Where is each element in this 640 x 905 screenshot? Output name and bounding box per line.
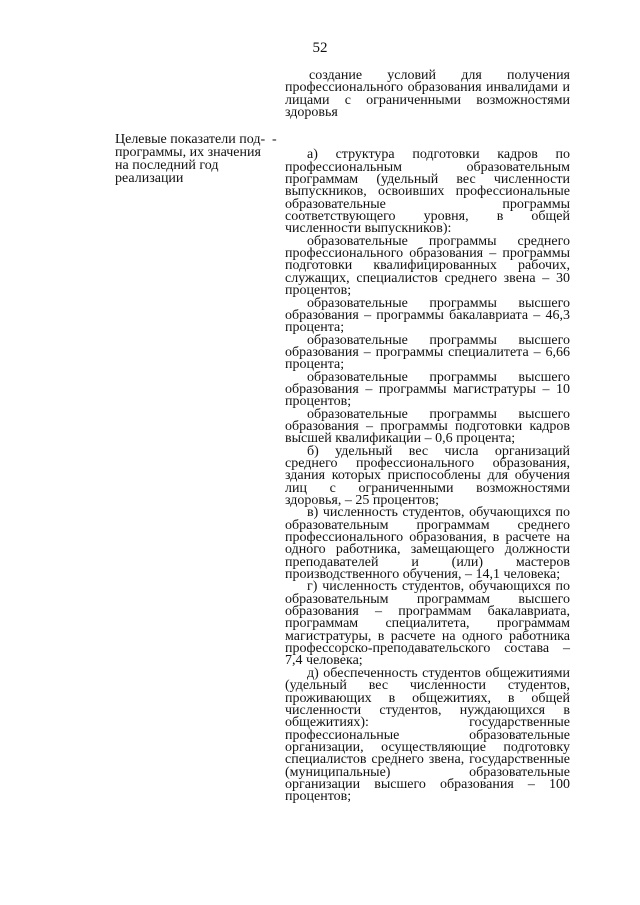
paragraph-goal: создание условий для получения профессионального образования инвалидами и лицами с ограниченными возможностями здоровья [285, 68, 570, 121]
indicators-text [285, 70, 570, 804]
paragraph-d: д) обеспеченность студентов общежитиями (удельный вес численности студентов, проживающих в общежитиях, в общей численности студентов, нуждающихся в общежитиях): государственные профессиональные образовательные организации, осуществляющие подготовку специалистов среднего звена, государственные (муниципальные) образовательные организации высшего образования – 100 процентов; [285, 665, 570, 805]
paragraph-b: б) удельный вес числа организаций среднего профессионального образования, здания которых приспособлены для обучения лиц с ограниченными возможностями здоровья, – 25 процентов; [285, 443, 570, 508]
target-indicators-label: Целевые показатели под-программы, их значения на последний год реализации [115, 132, 266, 186]
paragraph-specialist: образовательные программы высшего образования – программы специалитета – 6,66 процента; [285, 332, 570, 373]
paragraph-bachelor: образовательные программы высшего образования – программы бакалавриата – 46,3 процента; [285, 295, 570, 336]
paragraph-v: в) численность студентов, обучающихся по образовательным программам среднего профессионального образования, в расчете на одного работника, замещающего должности преподавателей и (или) мастеров производственного обучения, – 14,1 человека; [285, 505, 570, 583]
label-dash: - [272, 132, 277, 147]
paragraph-higher-qualification: образовательные программы высшего образования – программы подготовки кадров высшей квалификации – 0,6 процента; [285, 406, 570, 447]
paragraph-g: г) численность студентов, обучающихся по образовательным программам высшего образования – программам бакалавриата, программам специалитета, программам магистратуры, в расчете на одного работника профессорско-преподавательского состава – 7,4 человека; [285, 579, 570, 669]
paragraph-a: а) структура подготовки кадров по профессиональным образовательным программам (удельный вес численности выпускников, освоивших профессиональные образовательные программы соответствующего уровня, в общей численности выпускников): [285, 147, 570, 237]
page-number: 52 [312, 40, 328, 56]
paragraph-master: образовательные программы высшего образования – программы магистратуры – 10 процентов; [285, 369, 570, 410]
paragraph-spo: образовательные программы среднего профессионального образования – программы подготовки квалифицированных рабочих, служащих, специалистов среднего звена – 30 процентов; [285, 233, 570, 299]
